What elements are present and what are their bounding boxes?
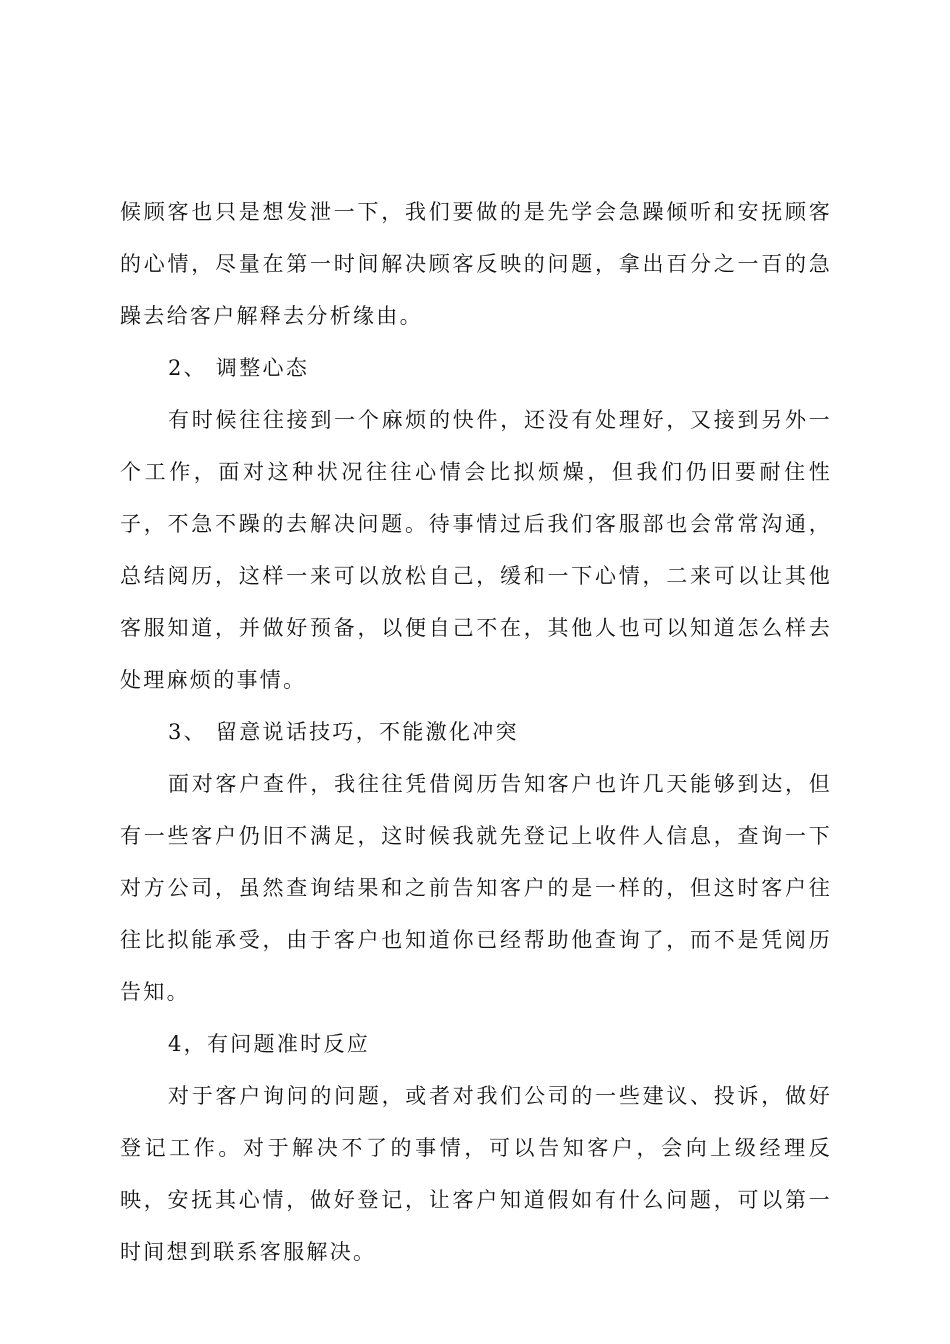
document-body	[120, 186, 832, 1278]
section-heading-4: 4，有问题准时反应	[168, 1032, 371, 1056]
paragraph-adjust-mindset: 有时候往往接到一个麻烦的快件，还没有处理好，又接到另外一个工作，面对这种状况往往心情会比拟烦燥，但我们仍旧要耐住性子，不急不躁的去解决问题。待事情过后我们客服部也会常常沟通，总结阅历，这样一来可以放松自己，缓和一下心情，二来可以让其他客服知道，并做好预备，以便自己不在，其他人也可以知道怎么样去处理麻烦的事情。	[120, 408, 832, 692]
section-heading-3: 3、 留意说话技巧，不能激化冲突	[168, 720, 519, 744]
paragraph-continued: 候顾客也只是想发泄一下，我们要做的是先学会急躁倾听和安抚顾客的心情，尽量在第一时间解决顾客反映的问题，拿出百分之一百的急躁去给客户解释去分析缘由。	[120, 200, 832, 328]
paragraph-timely-feedback: 对于客户询问的问题，或者对我们公司的一些建议、投诉，做好登记工作。对于解决不了的事情，可以告知客户，会向上级经理反映，安抚其心情，做好登记，让客户知道假如有什么问题，可以第一时间想到联系客服解决。	[120, 1084, 832, 1264]
paragraph-speaking-skills: 面对客户查件，我往往凭借阅历告知客户也许几天能够到达，但有一些客户仍旧不满足，这时候我就先登记上收件人信息，查询一下对方公司，虽然查询结果和之前告知客户的是一样的，但这时客户往往比拟能承受，由于客户也知道你已经帮助他查询了，而不是凭阅历告知。	[120, 772, 832, 1004]
section-heading-2: 2、 调整心态	[168, 356, 310, 380]
